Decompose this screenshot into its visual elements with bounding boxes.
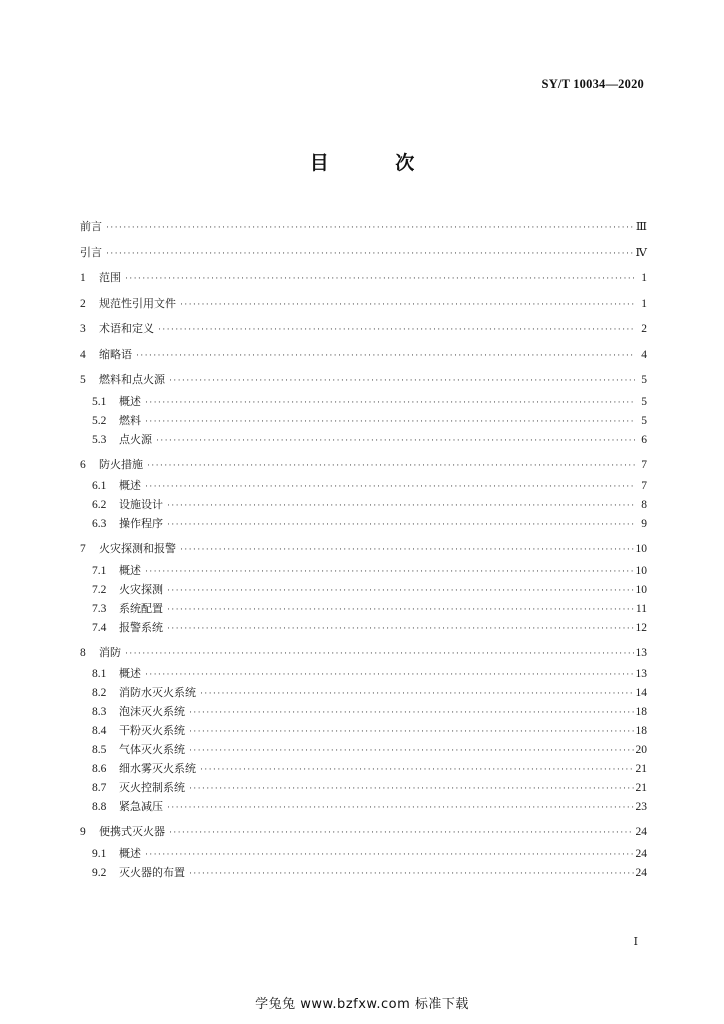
toc-entry-title: 消防水灭火系统 xyxy=(119,686,196,699)
toc-dot-leader xyxy=(106,248,634,258)
toc-dot-leader xyxy=(125,273,635,283)
toc-dot-leader xyxy=(167,585,634,595)
toc-entry-title: 系统配置 xyxy=(119,601,163,615)
toc-dot-leader xyxy=(189,707,634,717)
toc-entry[interactable] xyxy=(80,496,647,515)
toc-entry-number: 8.8 xyxy=(92,801,107,813)
toc-entry[interactable] xyxy=(80,665,647,684)
toc-entry-title: 概述 xyxy=(119,846,141,860)
toc-entry-title: 气体灭火系统 xyxy=(119,743,185,756)
toc-entry-number: 8.6 xyxy=(92,763,107,775)
toc-entry[interactable] xyxy=(80,779,647,798)
toc-entry-number: 8.3 xyxy=(92,706,107,718)
toc-dot-leader xyxy=(145,849,634,859)
toc-entry-page: 12 xyxy=(635,621,647,634)
toc-entry-title: 火灾探测 xyxy=(119,582,163,596)
toc-entry-number: 7.2 xyxy=(92,583,107,596)
toc-entry-number: 7.3 xyxy=(92,602,107,615)
toc-entry-title: 细水雾灭火系统 xyxy=(119,762,196,775)
toc-dot-leader xyxy=(189,783,634,793)
toc-entry[interactable] xyxy=(80,269,647,289)
toc-entry-number: 8 xyxy=(80,646,86,659)
toc-entry[interactable] xyxy=(80,393,647,412)
toc-dot-leader xyxy=(106,222,634,232)
toc-entry-page: 5 xyxy=(641,395,647,408)
toc-entry-page: 23 xyxy=(635,801,647,813)
toc-dot-leader xyxy=(180,299,635,309)
toc-entry-title: 概述 xyxy=(119,667,141,680)
toc-entry-page: 1 xyxy=(641,297,647,310)
toc-entry-page: 24 xyxy=(635,847,647,860)
toc-entry-number: 5.1 xyxy=(92,395,107,408)
toc-dot-leader xyxy=(145,416,635,426)
toc-entry-title: 消防 xyxy=(99,645,121,659)
toc-entry-page: 13 xyxy=(635,646,647,659)
toc-entry[interactable] xyxy=(80,477,647,496)
toc-entry[interactable] xyxy=(80,798,647,817)
toc-entry-title: 规范性引用文件 xyxy=(99,296,176,310)
toc-entry-page: 4 xyxy=(641,348,647,361)
toc-dot-leader xyxy=(147,460,635,470)
toc-entry-page: 21 xyxy=(635,782,647,794)
toc-entry-title: 灭火器的布置 xyxy=(119,865,185,879)
toc-entry-page: 24 xyxy=(635,866,647,879)
toc-entry[interactable] xyxy=(80,412,647,431)
toc-entry-page: 18 xyxy=(635,725,647,737)
toc-entry-number: 7.1 xyxy=(92,564,107,577)
footer-watermark: 学兔兔 www.bzfxw.com 标准下载 xyxy=(255,997,469,1012)
toc-entry[interactable] xyxy=(80,515,647,534)
toc-entry-page: Ⅳ xyxy=(635,246,647,259)
table-of-contents xyxy=(80,218,647,883)
toc-entry-number: 7.4 xyxy=(92,621,107,634)
toc-entry-title: 操作程序 xyxy=(119,517,163,530)
toc-entry-number: 8.4 xyxy=(92,725,107,737)
toc-entry-title: 设施设计 xyxy=(119,498,163,511)
toc-title: 目 次 xyxy=(309,152,445,174)
toc-entry-page: 9 xyxy=(641,518,647,530)
toc-dot-leader xyxy=(167,802,634,812)
toc-dot-leader xyxy=(167,519,635,529)
toc-entry[interactable] xyxy=(80,644,647,664)
toc-entry-number: 9.1 xyxy=(92,847,107,860)
toc-entry[interactable] xyxy=(80,684,647,703)
toc-entry-number: 3 xyxy=(80,323,86,335)
toc-entry-title: 范围 xyxy=(99,271,121,284)
toc-entry[interactable] xyxy=(80,540,647,560)
toc-entry-title: 前言 xyxy=(80,220,102,233)
toc-entry-number: 2 xyxy=(80,297,86,310)
toc-dot-leader xyxy=(136,350,635,360)
toc-entry-page: 5 xyxy=(641,414,647,427)
toc-dot-leader xyxy=(189,745,634,755)
toc-dot-leader xyxy=(167,500,635,510)
toc-entry-number: 6.1 xyxy=(92,480,107,492)
toc-entry-number: 8.2 xyxy=(92,687,107,699)
toc-entry[interactable] xyxy=(80,346,647,366)
toc-entry-page: 8 xyxy=(641,499,647,511)
toc-entry-title: 概述 xyxy=(119,563,141,577)
toc-entry-title: 便携式灭火器 xyxy=(99,825,165,838)
toc-entry[interactable] xyxy=(80,371,647,391)
toc-entry-title: 概述 xyxy=(119,479,141,492)
toc-entry-title: 紧急减压 xyxy=(119,800,163,813)
toc-entry-page: 11 xyxy=(635,602,647,615)
toc-entry-title: 火灾探测和报警 xyxy=(99,542,176,555)
toc-entry-title: 泡沫灭火系统 xyxy=(119,705,185,718)
toc-entry-number: 5 xyxy=(80,374,86,386)
toc-entry[interactable] xyxy=(80,760,647,779)
toc-dot-leader xyxy=(145,481,635,491)
toc-entry-number: 5.2 xyxy=(92,414,107,427)
toc-entry[interactable] xyxy=(80,562,647,581)
toc-dot-leader xyxy=(167,623,634,633)
toc-entry-page: 2 xyxy=(641,323,647,335)
toc-entry-number: 1 xyxy=(80,272,86,284)
toc-dot-leader xyxy=(200,688,634,698)
toc-dot-leader xyxy=(180,544,634,554)
toc-entry[interactable] xyxy=(80,741,647,760)
toc-entry-page: Ⅲ xyxy=(635,221,647,233)
toc-entry-number: 7 xyxy=(80,543,86,555)
toc-entry[interactable] xyxy=(80,456,647,476)
toc-entry-page: 7 xyxy=(641,458,647,471)
toc-entry-page: 13 xyxy=(635,668,647,680)
toc-entry-number: 8.7 xyxy=(92,782,107,794)
toc-entry[interactable] xyxy=(80,431,647,450)
toc-entry-title: 缩略语 xyxy=(99,347,132,361)
toc-dot-leader xyxy=(145,397,635,407)
toc-dot-leader xyxy=(189,868,634,878)
toc-entry-title: 燃料 xyxy=(119,413,141,427)
toc-entry-number: 6.3 xyxy=(92,518,107,530)
toc-entry-number: 8.5 xyxy=(92,744,107,756)
toc-entry-title: 防火措施 xyxy=(99,457,143,471)
page-number: Ⅰ xyxy=(633,936,638,948)
toc-dot-leader xyxy=(158,324,635,334)
toc-entry[interactable] xyxy=(80,864,647,883)
toc-entry-title: 报警系统 xyxy=(119,620,163,634)
toc-entry-page: 14 xyxy=(635,687,647,699)
toc-entry-page: 20 xyxy=(635,744,647,756)
toc-dot-leader xyxy=(169,375,635,385)
toc-dot-leader xyxy=(145,669,634,679)
toc-entry-title: 引言 xyxy=(80,245,102,259)
toc-entry-title: 术语和定义 xyxy=(99,322,154,335)
toc-entry-page: 18 xyxy=(635,706,647,718)
toc-entry[interactable] xyxy=(80,218,647,238)
toc-dot-leader xyxy=(189,726,634,736)
toc-dot-leader xyxy=(125,648,634,658)
toc-entry-number: 9 xyxy=(80,826,86,838)
toc-entry-number: 9.2 xyxy=(92,866,107,879)
toc-entry[interactable] xyxy=(80,823,647,843)
toc-entry-page: 10 xyxy=(635,564,647,577)
toc-entry-page: 24 xyxy=(635,826,647,838)
toc-entry[interactable] xyxy=(80,619,647,638)
toc-entry-page: 5 xyxy=(641,374,647,386)
toc-entry-title: 干粉灭火系统 xyxy=(119,724,185,737)
toc-entry-number: 8.1 xyxy=(92,668,107,680)
toc-entry-number: 4 xyxy=(80,348,86,361)
toc-entry[interactable] xyxy=(80,244,647,264)
toc-entry[interactable] xyxy=(80,581,647,600)
toc-entry-number: 6.2 xyxy=(92,499,107,511)
toc-dot-leader xyxy=(156,435,635,445)
toc-entry[interactable] xyxy=(80,703,647,722)
toc-entry-title: 点火源 xyxy=(119,432,152,446)
toc-entry[interactable] xyxy=(80,320,647,340)
toc-entry-title: 燃料和点火源 xyxy=(99,373,165,386)
toc-entry[interactable] xyxy=(80,295,647,315)
toc-dot-leader xyxy=(167,604,634,614)
toc-entry-page: 1 xyxy=(641,272,647,284)
toc-entry[interactable] xyxy=(80,722,647,741)
toc-dot-leader xyxy=(145,566,634,576)
toc-entry-title: 灭火控制系统 xyxy=(119,781,185,794)
toc-entry-page: 10 xyxy=(635,583,647,596)
toc-entry-number: 5.3 xyxy=(92,433,107,446)
toc-entry[interactable] xyxy=(80,600,647,619)
document-code: SY/T 10034—2020 xyxy=(541,77,644,91)
toc-entry-page: 21 xyxy=(635,763,647,775)
toc-entry-title: 概述 xyxy=(119,394,141,408)
toc-entry-page: 7 xyxy=(641,480,647,492)
toc-dot-leader xyxy=(200,764,634,774)
toc-entry[interactable] xyxy=(80,845,647,864)
toc-entry-page: 6 xyxy=(641,433,647,446)
toc-entry-number: 6 xyxy=(80,458,86,471)
toc-dot-leader xyxy=(169,827,634,837)
toc-entry-page: 10 xyxy=(635,543,647,555)
